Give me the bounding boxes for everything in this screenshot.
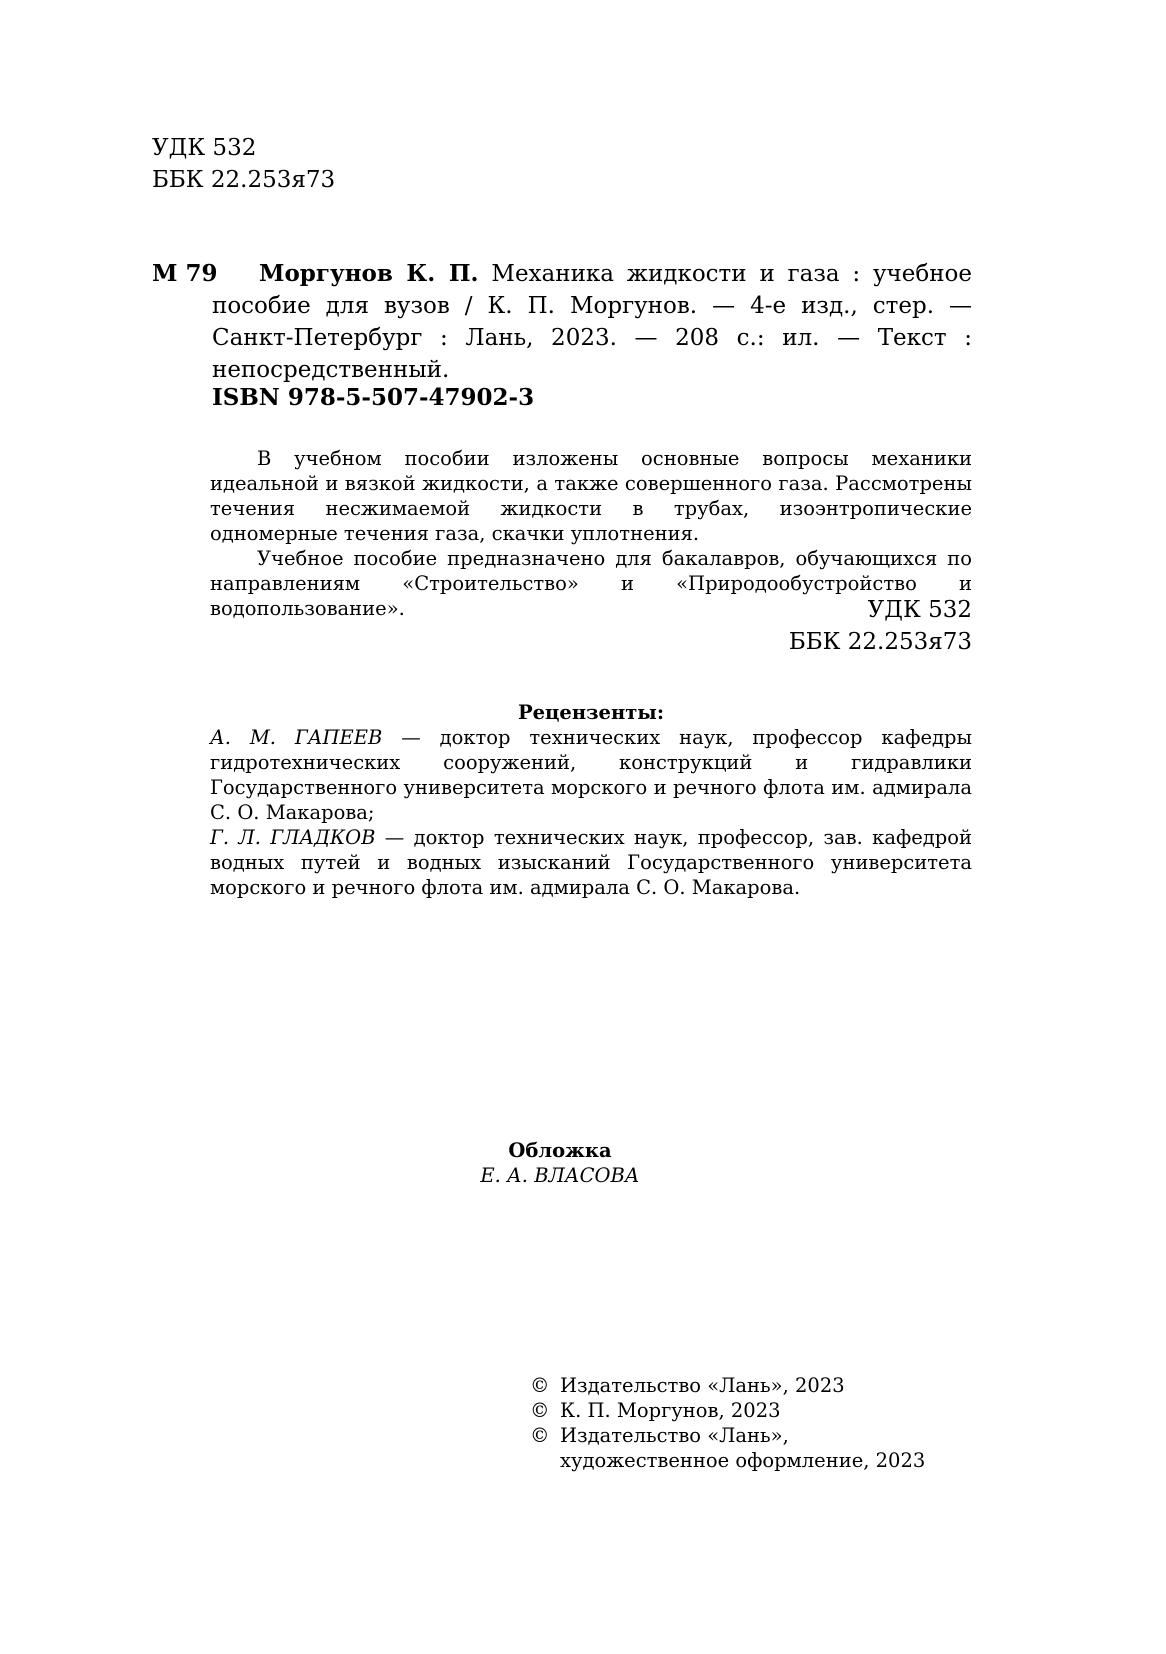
copyright-symbol: ©	[530, 1399, 550, 1422]
author-sign: М 79	[152, 260, 218, 287]
udk-code: УДК 532	[152, 135, 257, 161]
reviewer-description: — доктор технических наук, профессор кафедры гидротехнических сооружений, конструкций и гидравлики Государственного университета морского и речного флота им. адмирала С. О. Макарова;	[210, 726, 973, 824]
copyright-text: Издательство «Лань»,	[560, 1424, 789, 1447]
copyright-symbol: ©	[530, 1424, 550, 1447]
classification-bottom	[700, 594, 972, 658]
reviewers-heading: Рецензенты:	[517, 701, 665, 724]
classification-top	[152, 132, 335, 196]
abstract-paragraph-2: Учебное пособие предназначено для бакалавров, обучающихся по направлениям «Строительство» и «Природообустройство и водопользование».	[210, 547, 972, 620]
reviewer-description: — доктор технических наук, профессор, зав. кафедрой водных путей и водных изысканий Государственного университета морского и речного флота им. адмирала С. О. Макарова.	[210, 826, 972, 899]
copyright-line	[530, 1423, 950, 1448]
isbn: ISBN 978-5-507-47902-3	[212, 384, 535, 411]
copyright-text: Издательство «Лань», 2023	[560, 1374, 845, 1397]
bbk-code: ББК 22.253я73	[152, 167, 336, 193]
record-description: Механика жидкости и газа : учебное пособие для вузов / К. П. Моргунов. — 4-е изд., стер. — Санкт-Петербург : Лань, 2023. — 208 с.: ил. — Текст : непосредственный.	[212, 261, 972, 383]
bibliographic-record	[212, 258, 972, 386]
reviewers-section	[210, 700, 972, 900]
copyright-line	[530, 1398, 950, 1423]
reviewer-name: Г. Л. ГЛАДКОВ	[210, 826, 376, 849]
copyright-text: К. П. Моргунов, 2023	[560, 1399, 781, 1422]
copyright-block	[530, 1373, 950, 1473]
reviewer-name: А. М. ГАПЕЕВ	[210, 726, 383, 749]
reviewer-item	[210, 825, 972, 900]
copyright-continuation: художественное оформление, 2023	[560, 1449, 926, 1472]
cover-designer: Е. А. ВЛАСОВА	[480, 1164, 640, 1187]
udk-code-bottom: УДК 532	[867, 597, 972, 623]
cover-credit	[410, 1138, 710, 1188]
record-author: Моргунов К. П.	[259, 260, 479, 287]
copyright-symbol: ©	[530, 1374, 550, 1397]
copyright-line	[530, 1373, 950, 1398]
reviewer-item	[210, 725, 972, 825]
abstract-paragraph-1: В учебном пособии изложены основные вопросы механики идеальной и вязкой жидкости, а также совершенного газа. Рассмотрены течения несжимаемой жидкости в трубах, изоэнтропические одномерные течения газа, скачки уплотнения.	[210, 447, 972, 545]
cover-heading: Обложка	[508, 1139, 612, 1162]
bbk-code-bottom: ББК 22.253я73	[788, 629, 972, 655]
